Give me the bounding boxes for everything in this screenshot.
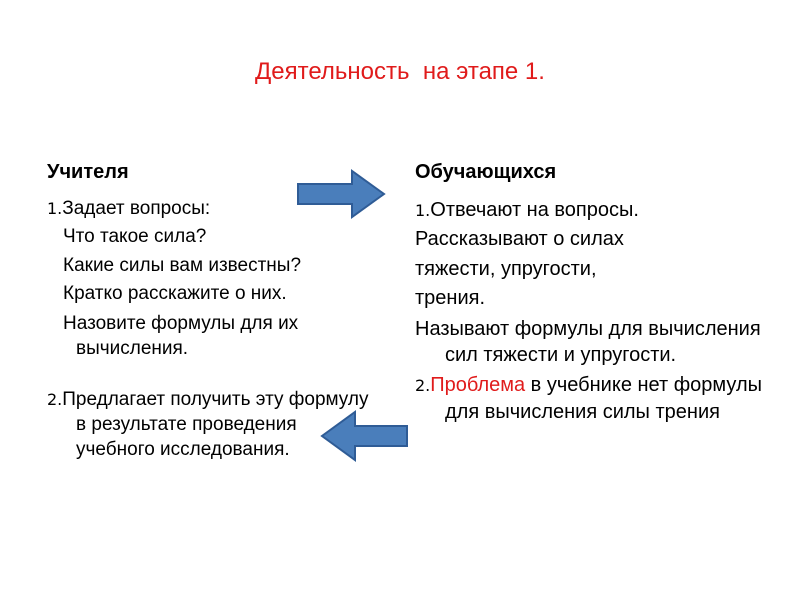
students-item-2 [415, 368, 775, 425]
students-item-1-number: 1. [415, 200, 431, 220]
students-item-1-text: Отвечают на вопросы. [430, 198, 639, 221]
right-arrow-icon [296, 168, 388, 220]
teacher-item-2-number: 2. [47, 389, 63, 409]
students-item-2-text: в учебнике нет формулы для вычисления силы трения [445, 373, 762, 423]
teacher-question: Какие силы вам известны? [63, 254, 302, 276]
students-column [415, 158, 775, 425]
teacher-question: Кратко расскажите о них. [63, 283, 287, 304]
teacher-item-1-text: Задает вопросы: [62, 197, 211, 219]
teacher-question: Назовите формулы для их вычисления. [63, 312, 299, 359]
teacher-question: Что такое сила? [63, 226, 207, 247]
students-item-2-number: 2. [415, 375, 431, 395]
teacher-item-1-number: 1. [47, 198, 63, 218]
left-arrow-icon [318, 408, 410, 464]
teacher-heading: Учителя [47, 161, 129, 183]
students-line: трения. [415, 287, 486, 309]
slide-title: Деятельность на этапе 1. [255, 58, 545, 85]
problem-highlight: Проблема [430, 373, 526, 396]
students-heading: Обучающихся [415, 161, 557, 183]
spacer [47, 361, 377, 387]
students-line: Называют формулы для вычисления сил тяжести и упругости. [415, 317, 761, 366]
teacher-item-2-text: Предлагает получить эту формулу в результате проведения учебного исследования. [62, 388, 369, 460]
students-line: тяжести, упругости, [415, 257, 597, 280]
students-line: Рассказывают о силах [415, 228, 624, 250]
students-item-1 [415, 196, 775, 226]
